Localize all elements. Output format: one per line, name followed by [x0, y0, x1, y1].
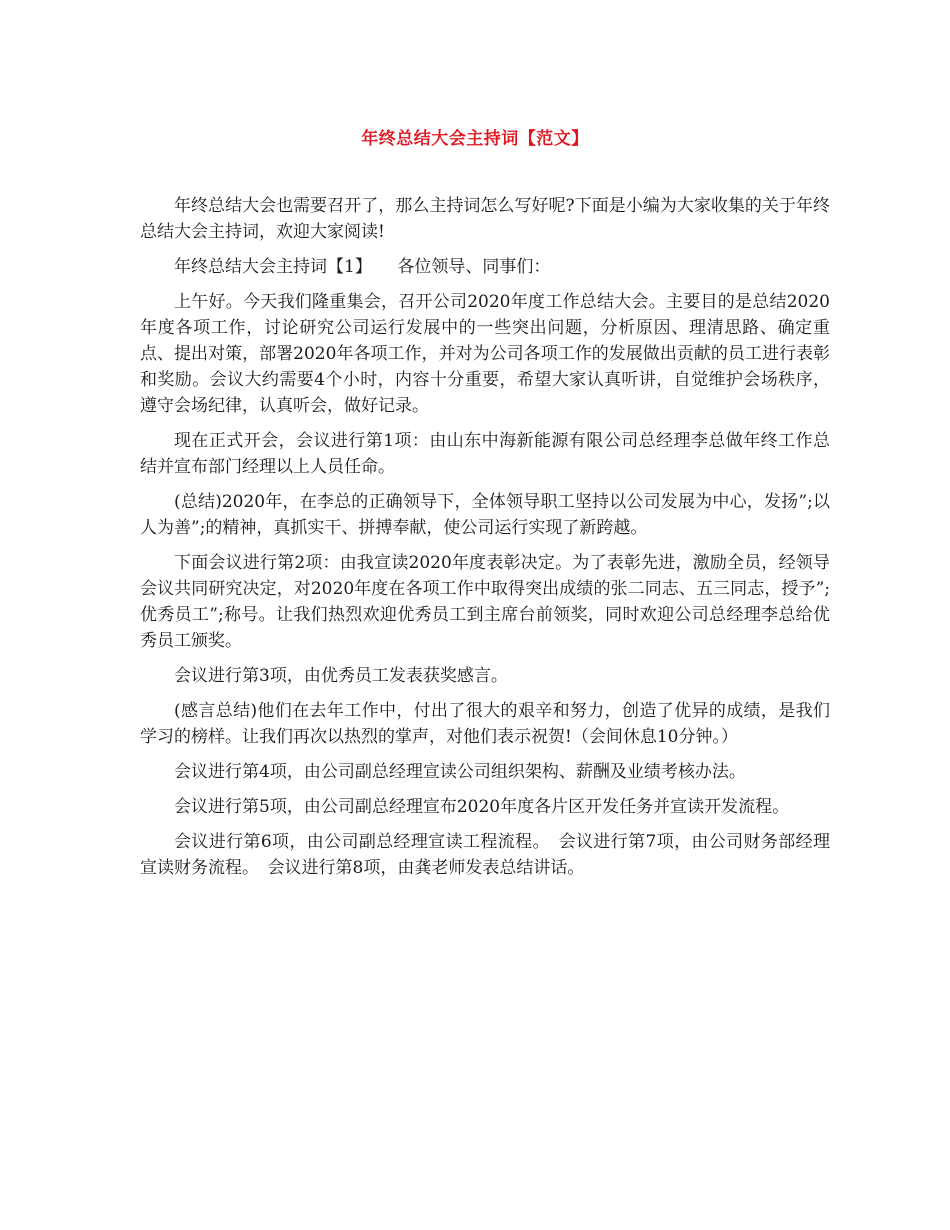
paragraph-item-4: 会议进行第4项，由公司副总经理宣读公司组织架构、薪酬及业绩考核办法。 [174, 762, 746, 782]
paragraph-item-3: 会议进行第3项，由优秀员工发表获奖感言。 [174, 666, 508, 686]
paragraph-summary-1: (总结)2020年，在李总的正确领导下，全体领导职工坚持以公司发展为中心，发扬”;以人为善”;的精神，真抓实干、拼搏奉献，使公司运行实现了新跨越。 [140, 492, 830, 538]
paragraph-item-1: 现在正式开会，会议进行第1项：由山东中海新能源有限公司总经理李总做年终工作总结并宣布部门经理以上人员任命。 [140, 431, 830, 477]
document-title: 年终总结大会主持词【范文】 [361, 129, 589, 149]
paragraph-opening: 上午好。今天我们隆重集会，召开公司2020年度工作总结大会。主要目的是总结2020年度各项工作，讨论研究公司运行发展中的一些突出问题，分析原因、理清思路、确定重点、提出对策，部署2020年各项工作，并对为公司各项工作的发展做出贡献的员工进行表彰和奖励。会议大约需要4个小时，内容十分重要，希望大家认真听讲，自觉维护会场秩序，遵守会场纪律，认真听会，做好记录。 [140, 292, 830, 416]
paragraph-intro: 年终总结大会也需要召开了，那么主持词怎么写好呢?下面是小编为大家收集的关于年终总结大会主持词，欢迎大家阅读! [140, 196, 830, 242]
paragraph-summary-2: (感言总结)他们在去年工作中，付出了很大的艰辛和努力，创造了优异的成绩，是我们学习的榜样。让我们再次以热烈的掌声，对他们表示祝贺!（会间休息10分钟。） [140, 701, 830, 747]
paragraph-item-2: 下面会议进行第2项：由我宣读2020年度表彰决定。为了表彰先进，激励全员，经领导会议共同研究决定，对2020年度在各项工作中取得突出成绩的张二同志、五三同志，授予”;优秀员工”;称号。让我们热烈欢迎优秀员工到主席台前领奖，同时欢迎公司总经理李总给优秀员工颁奖。 [140, 553, 830, 651]
document-body [140, 193, 830, 890]
paragraph-greeting: 年终总结大会主持词【1】 各位领导、同事们： [174, 257, 551, 277]
paragraph-item-5: 会议进行第5项，由公司副总经理宣布2020年度各片区开发任务并宣读开发流程。 [174, 797, 790, 817]
paragraph-items-6-8: 会议进行第6项，由公司副总经理宣读工程流程。 会议进行第7项，由公司财务部经理宣读财务流程。 会议进行第8项，由龚老师发表总结讲话。 [140, 832, 830, 878]
